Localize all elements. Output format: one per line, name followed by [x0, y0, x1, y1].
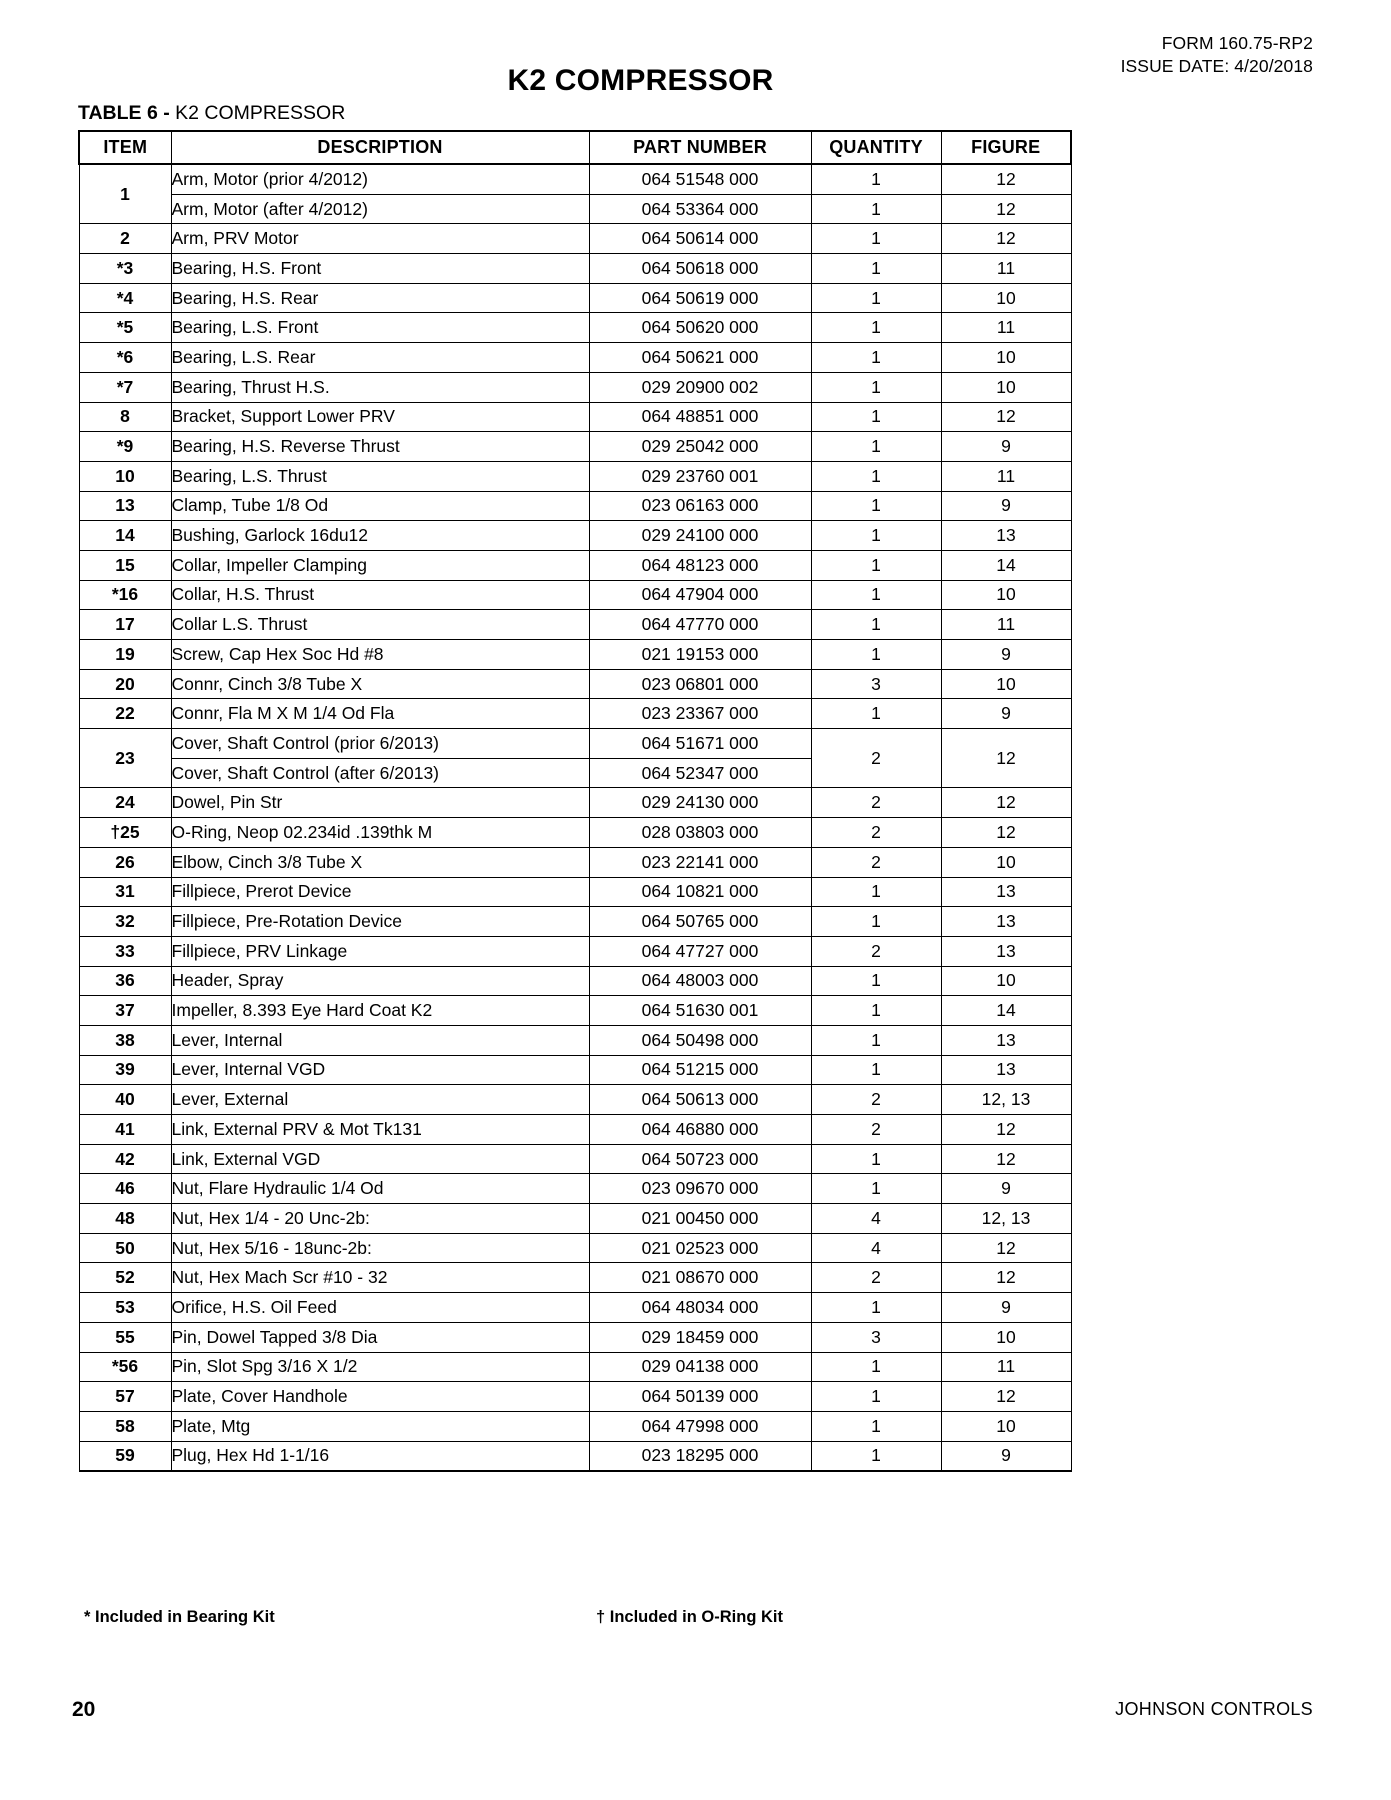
- cell-description: Plate, Cover Handhole: [171, 1382, 589, 1412]
- cell-item: *9: [79, 432, 171, 462]
- cell-part-number: 064 50619 000: [589, 283, 811, 313]
- cell-description: Collar, H.S. Thrust: [171, 580, 589, 610]
- table-row: [79, 254, 1071, 284]
- cell-figure: 9: [941, 491, 1071, 521]
- table-row: [79, 432, 1071, 462]
- cell-item: *16: [79, 580, 171, 610]
- cell-quantity: 1: [811, 1441, 941, 1471]
- cell-part-number: 064 50620 000: [589, 313, 811, 343]
- cell-description: Nut, Hex Mach Scr #10 - 32: [171, 1263, 589, 1293]
- cell-item: 55: [79, 1322, 171, 1352]
- cell-figure: 13: [941, 1025, 1071, 1055]
- cell-quantity: 1: [811, 1352, 941, 1382]
- cell-description: Bearing, L.S. Front: [171, 313, 589, 343]
- cell-item: 10: [79, 461, 171, 491]
- cell-figure: 12: [941, 1115, 1071, 1145]
- cell-description: Pin, Dowel Tapped 3/8 Dia: [171, 1322, 589, 1352]
- table-row: [79, 1411, 1071, 1441]
- cell-figure: 12: [941, 788, 1071, 818]
- cell-description: Lever, Internal: [171, 1025, 589, 1055]
- cell-quantity: 1: [811, 1144, 941, 1174]
- cell-description: Bushing, Garlock 16du12: [171, 521, 589, 551]
- cell-part-number: 064 48123 000: [589, 550, 811, 580]
- cell-quantity: 1: [811, 432, 941, 462]
- cell-part-number: 064 10821 000: [589, 877, 811, 907]
- table-row: [79, 788, 1071, 818]
- cell-item: 48: [79, 1204, 171, 1234]
- cell-item: *56: [79, 1352, 171, 1382]
- cell-figure: 12, 13: [941, 1085, 1071, 1115]
- cell-part-number: 023 06163 000: [589, 491, 811, 521]
- cell-part-number: 029 04138 000: [589, 1352, 811, 1382]
- cell-description: Connr, Fla M X M 1/4 Od Fla: [171, 699, 589, 729]
- cell-description: Arm, Motor (after 4/2012): [171, 194, 589, 224]
- cell-description: Collar, Impeller Clamping: [171, 550, 589, 580]
- cell-quantity: 1: [811, 1025, 941, 1055]
- table-row: [79, 402, 1071, 432]
- cell-figure: 9: [941, 1441, 1071, 1471]
- parts-table: [78, 130, 1072, 1472]
- cell-quantity: 1: [811, 461, 941, 491]
- page-title: K2 COMPRESSOR: [507, 64, 774, 97]
- cell-quantity: 1: [811, 194, 941, 224]
- cell-figure: 14: [941, 996, 1071, 1026]
- cell-description: Bearing, H.S. Reverse Thrust: [171, 432, 589, 462]
- cell-part-number: 064 48034 000: [589, 1293, 811, 1323]
- table-row: [79, 1174, 1071, 1204]
- cell-part-number: 064 47727 000: [589, 936, 811, 966]
- cell-quantity: 2: [811, 818, 941, 848]
- cell-description: Link, External VGD: [171, 1144, 589, 1174]
- cell-quantity: 1: [811, 254, 941, 284]
- cell-description: Lever, Internal VGD: [171, 1055, 589, 1085]
- table-row: [79, 1085, 1071, 1115]
- cell-part-number: 029 18459 000: [589, 1322, 811, 1352]
- cell-figure: 10: [941, 283, 1071, 313]
- cell-description: Header, Spray: [171, 966, 589, 996]
- table-row: [79, 699, 1071, 729]
- cell-part-number: 064 51215 000: [589, 1055, 811, 1085]
- cell-description: Nut, Hex 1/4 - 20 Unc-2b:: [171, 1204, 589, 1234]
- cell-item: 26: [79, 847, 171, 877]
- table-row: [79, 491, 1071, 521]
- cell-quantity: 1: [811, 640, 941, 670]
- cell-description: Collar L.S. Thrust: [171, 610, 589, 640]
- cell-figure: 10: [941, 1322, 1071, 1352]
- cell-figure: 13: [941, 521, 1071, 551]
- cell-item: 2: [79, 224, 171, 254]
- cell-item: †25: [79, 818, 171, 848]
- cell-item: 19: [79, 640, 171, 670]
- table-row: [79, 580, 1071, 610]
- table-row: [79, 1382, 1071, 1412]
- cell-description: O-Ring, Neop 02.234id .139thk M: [171, 818, 589, 848]
- cell-quantity: 4: [811, 1233, 941, 1263]
- table-caption-name: K2 COMPRESSOR: [175, 102, 346, 124]
- cell-description: Bearing, Thrust H.S.: [171, 372, 589, 402]
- cell-part-number: 064 50498 000: [589, 1025, 811, 1055]
- cell-description: Nut, Hex 5/16 - 18unc-2b:: [171, 1233, 589, 1263]
- table-row: [79, 1441, 1071, 1471]
- table-row: [79, 729, 1071, 759]
- cell-quantity: 1: [811, 224, 941, 254]
- table-body: [79, 164, 1071, 1471]
- cell-quantity: 2: [811, 1085, 941, 1115]
- table-row: [79, 1352, 1071, 1382]
- cell-description: Cover, Shaft Control (after 6/2013): [171, 758, 589, 788]
- cell-quantity: 2: [811, 1263, 941, 1293]
- cell-part-number: 021 19153 000: [589, 640, 811, 670]
- cell-description: Clamp, Tube 1/8 Od: [171, 491, 589, 521]
- table-row: [79, 996, 1071, 1026]
- cell-description: Connr, Cinch 3/8 Tube X: [171, 669, 589, 699]
- cell-quantity: 1: [811, 1293, 941, 1323]
- cell-item: 42: [79, 1144, 171, 1174]
- cell-description: Plate, Mtg: [171, 1411, 589, 1441]
- cell-item: 1: [79, 164, 171, 224]
- cell-part-number: 023 06801 000: [589, 669, 811, 699]
- cell-quantity: 1: [811, 521, 941, 551]
- cell-part-number: 064 52347 000: [589, 758, 811, 788]
- cell-item: 50: [79, 1233, 171, 1263]
- cell-description: Screw, Cap Hex Soc Hd #8: [171, 640, 589, 670]
- cell-part-number: 064 47904 000: [589, 580, 811, 610]
- cell-figure: 10: [941, 1411, 1071, 1441]
- cell-description: Impeller, 8.393 Eye Hard Coat K2: [171, 996, 589, 1026]
- cell-item: *6: [79, 343, 171, 373]
- cell-figure: 13: [941, 877, 1071, 907]
- cell-item: 33: [79, 936, 171, 966]
- cell-quantity: 2: [811, 847, 941, 877]
- cell-item: *5: [79, 313, 171, 343]
- footnote-oring-kit: † Included in O-Ring Kit: [596, 1608, 783, 1626]
- table-row: [79, 1204, 1071, 1234]
- cell-description: Bracket, Support Lower PRV: [171, 402, 589, 432]
- form-number: FORM 160.75-RP2: [1161, 33, 1313, 53]
- cell-part-number: 064 48851 000: [589, 402, 811, 432]
- cell-figure: 11: [941, 610, 1071, 640]
- column-header-figure: FIGURE: [941, 131, 1071, 164]
- table-row: [79, 669, 1071, 699]
- cell-figure: 12: [941, 194, 1071, 224]
- cell-item: 41: [79, 1115, 171, 1145]
- cell-figure: 10: [941, 669, 1071, 699]
- cell-part-number: 064 47770 000: [589, 610, 811, 640]
- cell-figure: 12: [941, 1263, 1071, 1293]
- cell-description: Link, External PRV & Mot Tk131: [171, 1115, 589, 1145]
- cell-item: 24: [79, 788, 171, 818]
- cell-quantity: 1: [811, 402, 941, 432]
- cell-figure: 10: [941, 580, 1071, 610]
- parts-table-container: [78, 130, 1070, 1472]
- cell-quantity: 1: [811, 372, 941, 402]
- cell-item: 57: [79, 1382, 171, 1412]
- cell-figure: 11: [941, 1352, 1071, 1382]
- cell-quantity: 2: [811, 729, 941, 788]
- cell-figure: 10: [941, 343, 1071, 373]
- cell-part-number: 029 24130 000: [589, 788, 811, 818]
- table-row: [79, 313, 1071, 343]
- cell-description: Arm, PRV Motor: [171, 224, 589, 254]
- cell-quantity: 1: [811, 283, 941, 313]
- table-row: [79, 966, 1071, 996]
- cell-item: 13: [79, 491, 171, 521]
- cell-quantity: 1: [811, 1382, 941, 1412]
- cell-item: 46: [79, 1174, 171, 1204]
- table-row: [79, 1025, 1071, 1055]
- table-header: [79, 131, 1071, 164]
- cell-quantity: 1: [811, 699, 941, 729]
- cell-part-number: 064 50614 000: [589, 224, 811, 254]
- cell-figure: 9: [941, 699, 1071, 729]
- page-number: 20: [72, 1698, 96, 1721]
- cell-figure: 12: [941, 1144, 1071, 1174]
- cell-figure: 11: [941, 254, 1071, 284]
- cell-figure: 12: [941, 224, 1071, 254]
- cell-item: 53: [79, 1293, 171, 1323]
- cell-item: 38: [79, 1025, 171, 1055]
- cell-item: 17: [79, 610, 171, 640]
- cell-description: Fillpiece, Prerot Device: [171, 877, 589, 907]
- cell-quantity: 1: [811, 610, 941, 640]
- table-row: [79, 907, 1071, 937]
- cell-item: *3: [79, 254, 171, 284]
- company-name: JOHNSON CONTROLS: [1115, 1699, 1313, 1719]
- cell-item: 15: [79, 550, 171, 580]
- table-row: [79, 283, 1071, 313]
- table-row: [79, 1233, 1071, 1263]
- table-caption-label: TABLE 6 -: [78, 102, 170, 124]
- cell-item: 37: [79, 996, 171, 1026]
- cell-figure: 9: [941, 1293, 1071, 1323]
- table-row: [79, 1144, 1071, 1174]
- cell-quantity: 1: [811, 550, 941, 580]
- table-row: [79, 194, 1071, 224]
- cell-description: Bearing, H.S. Front: [171, 254, 589, 284]
- cell-figure: 9: [941, 1174, 1071, 1204]
- cell-part-number: 064 48003 000: [589, 966, 811, 996]
- cell-quantity: 3: [811, 669, 941, 699]
- cell-part-number: 021 00450 000: [589, 1204, 811, 1234]
- cell-quantity: 1: [811, 1174, 941, 1204]
- cell-figure: 14: [941, 550, 1071, 580]
- table-row: [79, 550, 1071, 580]
- cell-figure: 13: [941, 936, 1071, 966]
- cell-figure: 12: [941, 402, 1071, 432]
- cell-part-number: 064 50139 000: [589, 1382, 811, 1412]
- cell-description: Dowel, Pin Str: [171, 788, 589, 818]
- cell-quantity: 1: [811, 580, 941, 610]
- cell-part-number: 064 46880 000: [589, 1115, 811, 1145]
- table-row: [79, 847, 1071, 877]
- cell-figure: 12, 13: [941, 1204, 1071, 1234]
- cell-part-number: 029 23760 001: [589, 461, 811, 491]
- cell-description: Cover, Shaft Control (prior 6/2013): [171, 729, 589, 759]
- cell-description: Bearing, L.S. Rear: [171, 343, 589, 373]
- cell-part-number: 029 20900 002: [589, 372, 811, 402]
- table-row: [79, 521, 1071, 551]
- cell-quantity: 1: [811, 1055, 941, 1085]
- table-row: [79, 1322, 1071, 1352]
- cell-figure: 11: [941, 313, 1071, 343]
- table-row: [79, 224, 1071, 254]
- cell-part-number: 064 47998 000: [589, 1411, 811, 1441]
- cell-figure: 12: [941, 1233, 1071, 1263]
- table-row: [79, 343, 1071, 373]
- cell-quantity: 1: [811, 907, 941, 937]
- cell-description: Arm, Motor (prior 4/2012): [171, 164, 589, 194]
- cell-item: *7: [79, 372, 171, 402]
- table-row: [79, 461, 1071, 491]
- cell-part-number: 029 25042 000: [589, 432, 811, 462]
- cell-part-number: 064 50618 000: [589, 254, 811, 284]
- cell-item: 52: [79, 1263, 171, 1293]
- cell-description: Nut, Flare Hydraulic 1/4 Od: [171, 1174, 589, 1204]
- column-header-part-number: PART NUMBER: [589, 131, 811, 164]
- cell-figure: 10: [941, 372, 1071, 402]
- cell-description: Lever, External: [171, 1085, 589, 1115]
- cell-part-number: 028 03803 000: [589, 818, 811, 848]
- cell-part-number: 023 09670 000: [589, 1174, 811, 1204]
- cell-description: Elbow, Cinch 3/8 Tube X: [171, 847, 589, 877]
- cell-item: 14: [79, 521, 171, 551]
- cell-figure: 9: [941, 640, 1071, 670]
- table-row: [79, 877, 1071, 907]
- cell-part-number: 021 02523 000: [589, 1233, 811, 1263]
- table-row: [79, 1293, 1071, 1323]
- cell-quantity: 1: [811, 343, 941, 373]
- cell-part-number: 064 51671 000: [589, 729, 811, 759]
- table-row: [79, 1115, 1071, 1145]
- table-caption: [78, 102, 345, 125]
- cell-description: Bearing, H.S. Rear: [171, 283, 589, 313]
- cell-part-number: 064 51630 001: [589, 996, 811, 1026]
- cell-description: Bearing, L.S. Thrust: [171, 461, 589, 491]
- table-row: [79, 372, 1071, 402]
- column-header-description: DESCRIPTION: [171, 131, 589, 164]
- cell-quantity: 1: [811, 1411, 941, 1441]
- cell-figure: 12: [941, 164, 1071, 194]
- column-header-item: ITEM: [79, 131, 171, 164]
- cell-figure: 13: [941, 1055, 1071, 1085]
- table-row: [79, 1055, 1071, 1085]
- cell-quantity: 2: [811, 1115, 941, 1145]
- cell-item: 8: [79, 402, 171, 432]
- cell-item: 39: [79, 1055, 171, 1085]
- table-row: [79, 610, 1071, 640]
- cell-quantity: 1: [811, 966, 941, 996]
- cell-item: 31: [79, 877, 171, 907]
- table-row: [79, 936, 1071, 966]
- cell-item: 20: [79, 669, 171, 699]
- cell-part-number: 064 53364 000: [589, 194, 811, 224]
- cell-item: 32: [79, 907, 171, 937]
- table-row: [79, 1263, 1071, 1293]
- table-header-row: [79, 131, 1071, 164]
- table-row: [79, 818, 1071, 848]
- cell-quantity: 3: [811, 1322, 941, 1352]
- cell-part-number: 029 24100 000: [589, 521, 811, 551]
- cell-part-number: 023 23367 000: [589, 699, 811, 729]
- cell-part-number: 064 50723 000: [589, 1144, 811, 1174]
- cell-figure: 10: [941, 847, 1071, 877]
- table-row: [79, 640, 1071, 670]
- cell-part-number: 064 50613 000: [589, 1085, 811, 1115]
- cell-part-number: 023 18295 000: [589, 1441, 811, 1471]
- cell-item: 58: [79, 1411, 171, 1441]
- footnote-bearing-kit: * Included in Bearing Kit: [84, 1608, 275, 1626]
- cell-part-number: 064 51548 000: [589, 164, 811, 194]
- cell-quantity: 1: [811, 313, 941, 343]
- cell-description: Plug, Hex Hd 1-1/16: [171, 1441, 589, 1471]
- cell-quantity: 2: [811, 936, 941, 966]
- cell-item: 59: [79, 1441, 171, 1471]
- cell-item: 36: [79, 966, 171, 996]
- cell-part-number: 064 50621 000: [589, 343, 811, 373]
- cell-description: Pin, Slot Spg 3/16 X 1/2: [171, 1352, 589, 1382]
- cell-quantity: 1: [811, 164, 941, 194]
- cell-item: 23: [79, 729, 171, 788]
- cell-figure: 10: [941, 966, 1071, 996]
- cell-quantity: 4: [811, 1204, 941, 1234]
- cell-description: Fillpiece, Pre-Rotation Device: [171, 907, 589, 937]
- cell-figure: 12: [941, 729, 1071, 788]
- cell-description: Orifice, H.S. Oil Feed: [171, 1293, 589, 1323]
- cell-figure: 9: [941, 432, 1071, 462]
- cell-quantity: 1: [811, 996, 941, 1026]
- cell-item: 40: [79, 1085, 171, 1115]
- cell-item: *4: [79, 283, 171, 313]
- cell-quantity: 1: [811, 491, 941, 521]
- cell-figure: 13: [941, 907, 1071, 937]
- column-header-quantity: QUANTITY: [811, 131, 941, 164]
- cell-part-number: 023 22141 000: [589, 847, 811, 877]
- cell-part-number: 021 08670 000: [589, 1263, 811, 1293]
- cell-quantity: 2: [811, 788, 941, 818]
- cell-figure: 12: [941, 818, 1071, 848]
- cell-item: 22: [79, 699, 171, 729]
- cell-quantity: 1: [811, 877, 941, 907]
- cell-part-number: 064 50765 000: [589, 907, 811, 937]
- cell-figure: 12: [941, 1382, 1071, 1412]
- table-row: [79, 164, 1071, 194]
- issue-date: ISSUE DATE: 4/20/2018: [1120, 56, 1313, 77]
- cell-figure: 11: [941, 461, 1071, 491]
- cell-description: Fillpiece, PRV Linkage: [171, 936, 589, 966]
